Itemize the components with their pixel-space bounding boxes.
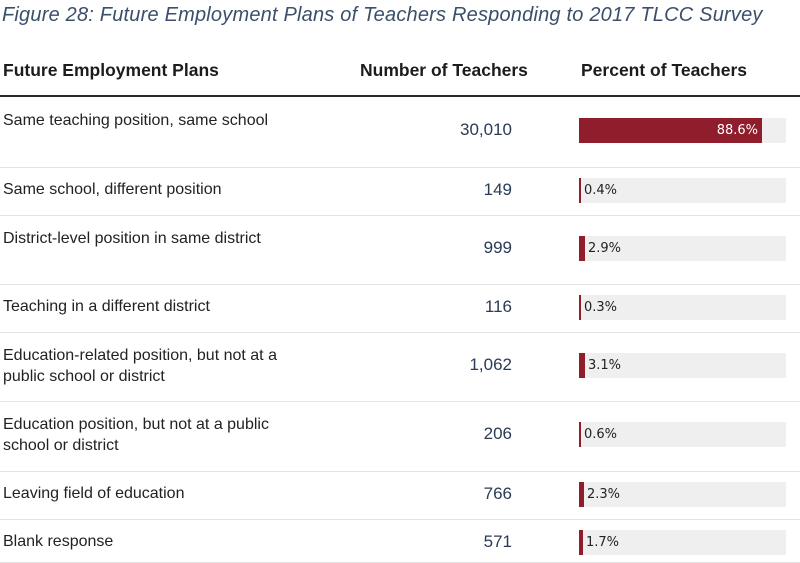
figure-title: Figure 28: Future Employment Plans of Teachers Responding to 2017 TLCC Survey (2, 4, 763, 26)
row-label: District-level position in same district (3, 230, 261, 247)
column-header-plans: Future Employment Plans (3, 60, 219, 80)
percent-label: 3.1% (588, 358, 622, 373)
percent-bar-track (579, 422, 786, 447)
row-label: Education position, but not at a public school or district (3, 416, 269, 454)
row-label: Teaching in a different district (3, 298, 210, 315)
percent-bar (579, 295, 581, 320)
row-number: 206 (483, 424, 512, 443)
percent-label: 0.4% (584, 183, 618, 198)
row-number: 1,062 (469, 355, 512, 374)
table-row (0, 167, 800, 216)
row-number: 30,010 (460, 120, 512, 139)
row-number: 149 (483, 180, 512, 199)
percent-bar-track (579, 236, 786, 261)
table-row (0, 215, 800, 285)
percent-bar-track (579, 530, 786, 555)
table-row (0, 332, 800, 402)
row-number: 766 (483, 484, 512, 503)
percent-bar (579, 236, 585, 261)
row-label: Leaving field of education (3, 485, 185, 502)
table-row (0, 401, 800, 472)
row-number: 116 (484, 297, 512, 316)
table-row (0, 471, 800, 520)
percent-label: 1.7% (586, 535, 620, 550)
percent-bar-track (579, 295, 786, 320)
row-label: Same teaching position, same school (3, 112, 269, 129)
percent-bar (579, 530, 583, 555)
percent-bar (579, 482, 584, 507)
column-header-percent: Percent of Teachers (581, 60, 747, 80)
row-label: Blank response (3, 533, 114, 550)
percent-label: 2.9% (588, 241, 622, 256)
column-header-number: Number of Teachers (360, 60, 528, 80)
percent-label: 0.3% (584, 300, 618, 315)
percent-bar-track (579, 178, 786, 203)
table-row (0, 284, 800, 333)
percent-label: 0.6% (584, 427, 618, 442)
table-header (0, 55, 800, 95)
table-row (0, 97, 800, 168)
percent-bar (579, 178, 581, 203)
table-row (0, 519, 800, 563)
row-number: 999 (483, 238, 512, 257)
percent-label: 2.3% (587, 487, 621, 502)
percent-bar-track (579, 118, 786, 143)
row-label: Same school, different position (3, 181, 222, 198)
row-number: 571 (483, 532, 512, 551)
percent-bar-track (579, 353, 786, 378)
percent-bar (579, 353, 585, 378)
percent-bar-track (579, 482, 786, 507)
row-label: Education-related position, but not at a public school or district (3, 347, 277, 385)
percent-label: 88.6% (716, 123, 758, 138)
percent-bar (579, 422, 581, 447)
